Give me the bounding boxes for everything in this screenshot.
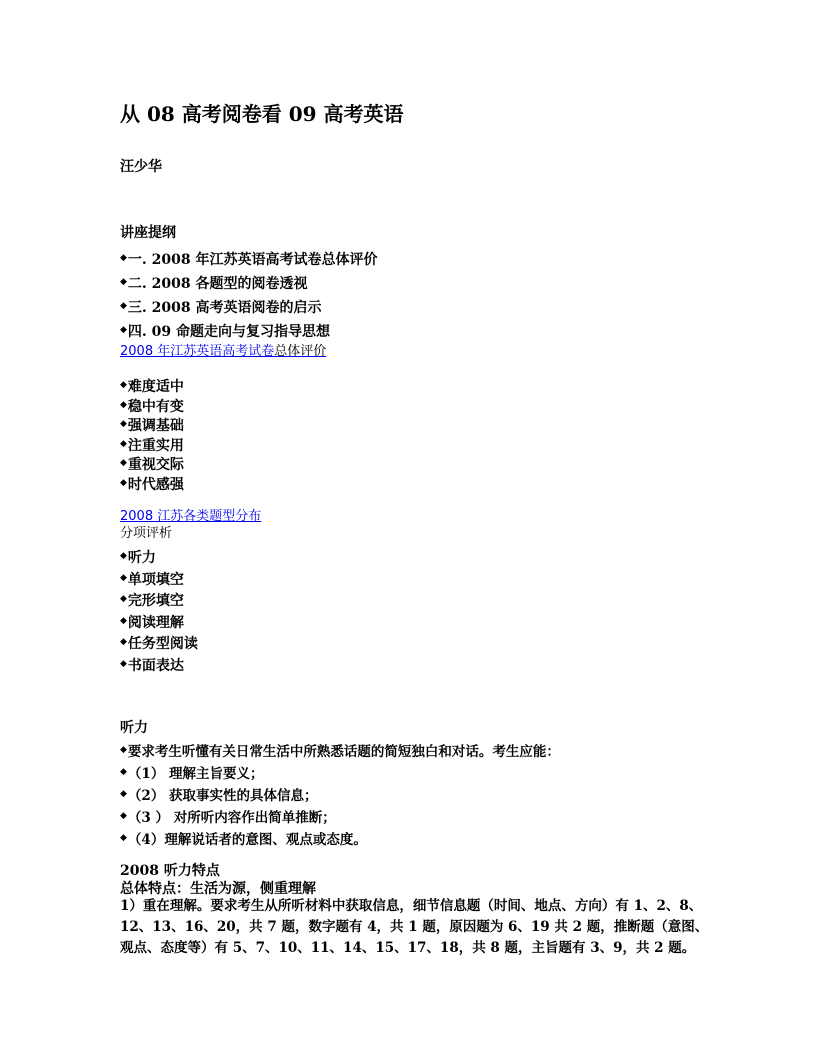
- diamond-bullet-icon: ◆: [120, 380, 127, 390]
- diamond-bullet-icon: ◆: [120, 253, 127, 263]
- list-item: ◆听力: [120, 546, 198, 568]
- outline-list: [120, 246, 378, 342]
- diamond-bullet-icon: ◆: [120, 833, 127, 843]
- list-item: ◆要求考生听懂有关日常生活中所熟悉话题的简短独白和对话。考生应能：: [120, 739, 560, 761]
- diamond-bullet-icon: ◆: [120, 572, 127, 583]
- list-item: ◆（2） 获取事实性的具体信息；: [120, 783, 560, 805]
- diamond-bullet-icon: ◆: [120, 594, 127, 604]
- features-subheading: 总体特点：生活为源，侧重理解: [120, 881, 316, 897]
- listening-list: [120, 739, 560, 849]
- list-item: ◆时代感强: [120, 474, 184, 494]
- diamond-bullet-icon: ◆: [120, 438, 127, 449]
- list-item: ◆完形填空: [120, 589, 198, 611]
- list-item: ◆一. 2008 年江苏英语高考试卷总体评价: [120, 246, 378, 270]
- list-item: ◆难度适中: [120, 376, 184, 396]
- diamond-bullet-icon: ◆: [120, 399, 127, 410]
- diamond-bullet-icon: ◆: [120, 325, 127, 335]
- diamond-bullet-icon: ◆: [120, 477, 127, 488]
- list-item: ◆二. 2008 各题型的阅卷透视: [120, 270, 378, 294]
- author-name: 汪少华: [120, 159, 162, 175]
- diamond-bullet-icon: ◆: [120, 789, 127, 799]
- list-item: ◆（4）理解说话者的意图、观点或态度。: [120, 827, 560, 849]
- overall-list: [120, 376, 184, 493]
- distribution-link[interactable]: 2008 江苏各类题型分布: [120, 509, 262, 524]
- diamond-bullet-icon: ◆: [120, 615, 127, 626]
- diamond-bullet-icon: ◆: [120, 458, 127, 468]
- list-item: ◆任务型阅读: [120, 632, 198, 654]
- diamond-bullet-icon: ◆: [120, 767, 127, 777]
- listening-heading: 听力: [120, 720, 148, 736]
- features-heading: 2008 听力特点: [120, 863, 220, 879]
- list-item: ◆书面表达: [120, 654, 198, 676]
- outline-heading: 讲座提纲: [120, 225, 176, 241]
- diamond-bullet-icon: ◆: [120, 637, 127, 647]
- diamond-bullet-icon: ◆: [120, 551, 127, 561]
- diamond-bullet-icon: ◆: [120, 277, 127, 287]
- list-item: ◆三. 2008 高考英语阅卷的启示: [120, 294, 378, 318]
- features-paragraph: 1）重在理解。要求考生从所听材料中获取信息，细节信息题（时间、地点、方向）有 1、2、8、12、13、16、20，共 7 题，数字题有 4，共 1 题，原因题为 6、19 共 2 题，推断题（意图、观点、态度等）有 5、7、10、11、14、15、17、18，共 8 题，主旨题有 3、9，共 2 题。: [120, 898, 709, 956]
- distribution-list: [120, 546, 198, 675]
- document-title: 从 08 高考阅卷看 09 高考英语: [120, 102, 404, 126]
- diamond-bullet-icon: ◆: [120, 301, 127, 311]
- overall-evaluation-line: [120, 340, 326, 359]
- list-item: ◆强调基础: [120, 415, 184, 435]
- list-item: ◆单项填空: [120, 568, 198, 590]
- diamond-bullet-icon: ◆: [120, 658, 127, 669]
- list-item: ◆（1） 理解主旨要义；: [120, 761, 560, 783]
- list-item: ◆阅读理解: [120, 611, 198, 633]
- list-item: ◆稳中有变: [120, 396, 184, 416]
- diamond-bullet-icon: ◆: [120, 419, 127, 429]
- list-item: ◆（3 ） 对所听内容作出简单推断；: [120, 805, 560, 827]
- list-item: ◆重视交际: [120, 454, 184, 474]
- diamond-bullet-icon: ◆: [120, 811, 127, 821]
- distribution-subtitle: 分项评析: [120, 526, 173, 541]
- list-item: ◆注重实用: [120, 435, 184, 455]
- list-item: ◆四. 09 命题走向与复习指导思想: [120, 318, 378, 342]
- overall-evaluation-suffix: 总体评价: [274, 344, 327, 359]
- overall-evaluation-link[interactable]: 2008 年江苏英语高考试卷: [120, 344, 275, 359]
- diamond-bullet-icon: ◆: [120, 745, 127, 755]
